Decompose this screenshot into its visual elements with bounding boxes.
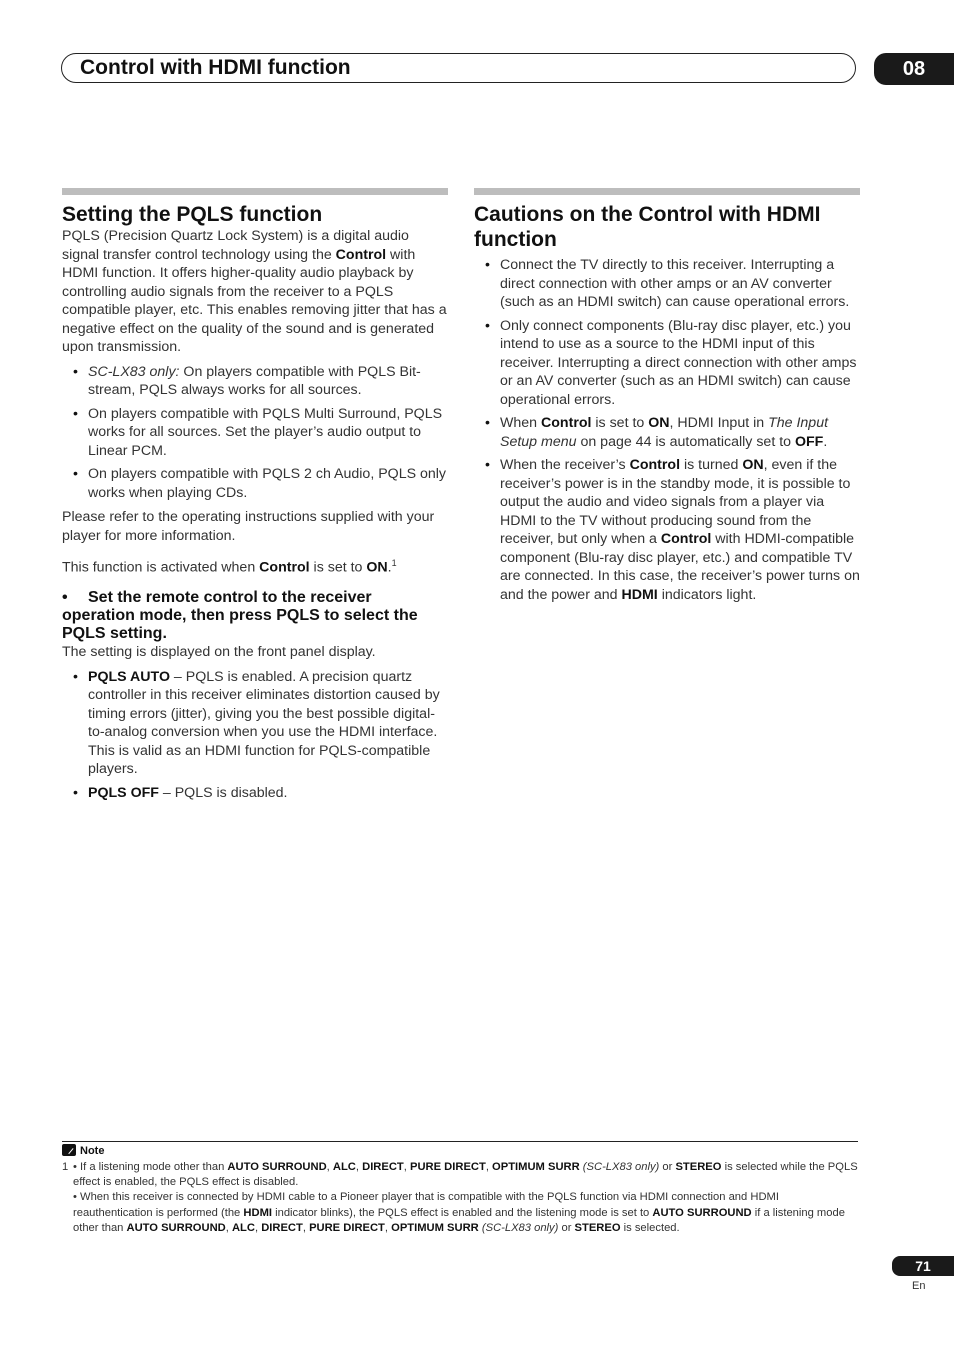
option-pqls-off: • PQLS OFF – PQLS is disabled.	[88, 784, 448, 803]
list-item: • Connect the TV directly to this receiver. Interrupting a direct connection with other amps or an AV converter (such as an HDMI switch) can cause operational errors.	[500, 256, 860, 312]
instruction-step: • Set the remote control to the receiver operation mode, then press PQLS to select the PQLS setting.	[62, 589, 418, 643]
option-pqls-auto: • PQLS AUTO – PQLS is enabled. A precision quartz controller in this receiver eliminates distortion caused by timing errors (jitter), giving you the best possible digital-to-analog conversion when you use the HDMI interface. This is valid as an HDMI function for PQLS-compatible players.	[88, 668, 448, 779]
section-heading-cautions: Cautions on the Control with HDMI function	[474, 203, 821, 251]
section-heading-pqls: Setting the PQLS function	[62, 203, 323, 226]
pqls-intro: PQLS (Precision Quartz Lock System) is a digital audio signal transfer control technology using the Control with HDMI function. It offers higher-quality audio playback by controlling audio signals from the receiver to a PQLS compatible player, etc. This enables removing jitter that has a negative effect on the quality of the sound and is generated upon transmission.	[62, 228, 447, 355]
list-item: • SC-LX83 only: On players compatible with PQLS Bit-stream, PQLS always works for all sources.	[88, 363, 448, 400]
pqls-options-list	[62, 668, 448, 803]
activation-text: This function is activated when Control is set to ON.$^1$	[62, 558, 397, 576]
note-body	[62, 1160, 858, 1236]
list-item: • When Control is set to ON, HDMI Input in The Input Setup menu on page 44 is automatically set to OFF.	[500, 414, 860, 451]
section-rule	[62, 188, 448, 195]
note-heading: Note	[62, 1144, 104, 1157]
list-item: • When the receiver’s Control is turned ON, even if the receiver’s power is in the standby mode, it is possible to output the audio and video signals from a player via HDMI to the TV without producing sound from the receiver, but only when a Control with HDMI-compatible component (Blu-ray disc player, etc.) and compatible TV are connected. In this case, the receiver’s power turns on and the power and HDMI indicators light.	[500, 456, 860, 604]
list-item: • On players compatible with PQLS 2 ch Audio, PQLS only works when playing CDs.	[88, 465, 448, 502]
refer-text: Please refer to the operating instructions supplied with your player for more information.	[62, 509, 435, 544]
right-column	[474, 188, 860, 610]
page-number: 71	[892, 1256, 954, 1276]
step-description: The setting is displayed on the front panel display.	[62, 644, 376, 661]
list-item: • On players compatible with PQLS Multi Surround, PQLS works for all sources. Set the player’s audio output to Linear PCM.	[88, 405, 448, 461]
pqls-compat-list	[62, 363, 448, 503]
section-rule	[474, 188, 860, 195]
language-code: En	[912, 1280, 926, 1292]
chapter-title: Control with HDMI function	[80, 56, 351, 79]
note-item: 1 • If a listening mode other than AUTO SURROUND, ALC, DIRECT, PURE DIRECT, OPTIMUM SURR (SC-LX83 only) or STEREO is selected while the PQLS effect is enabled, the PQLS effect is disabled.	[62, 1161, 858, 1189]
list-item: • Only connect components (Blu-ray disc player, etc.) you intend to use as a source to the HDMI input of this receiver. Interrupting a direct connection with other amps or an AV converter (such as an HDMI switch) can cause operational errors.	[500, 317, 860, 410]
note-item: • When this receiver is connected by HDMI cable to a Pioneer player that is compatible with the PQLS function via HDMI connection and HDMI reauthentication is performed (the HDMI indicator blinks), the PQLS effect is enabled and the listening mode is set to AUTO SURROUND if a listening mode other than AUTO SURROUND, ALC, DIRECT, PURE DIRECT, OPTIMUM SURR (SC-LX83 only) or STEREO is selected.	[73, 1191, 845, 1234]
footnote-ref: 1	[391, 558, 397, 568]
chapter-header	[61, 53, 856, 83]
cautions-list	[474, 256, 860, 604]
left-column	[62, 188, 448, 808]
note-icon	[62, 1144, 76, 1156]
chapter-number-badge: 08	[874, 53, 954, 85]
note-divider	[62, 1141, 858, 1142]
